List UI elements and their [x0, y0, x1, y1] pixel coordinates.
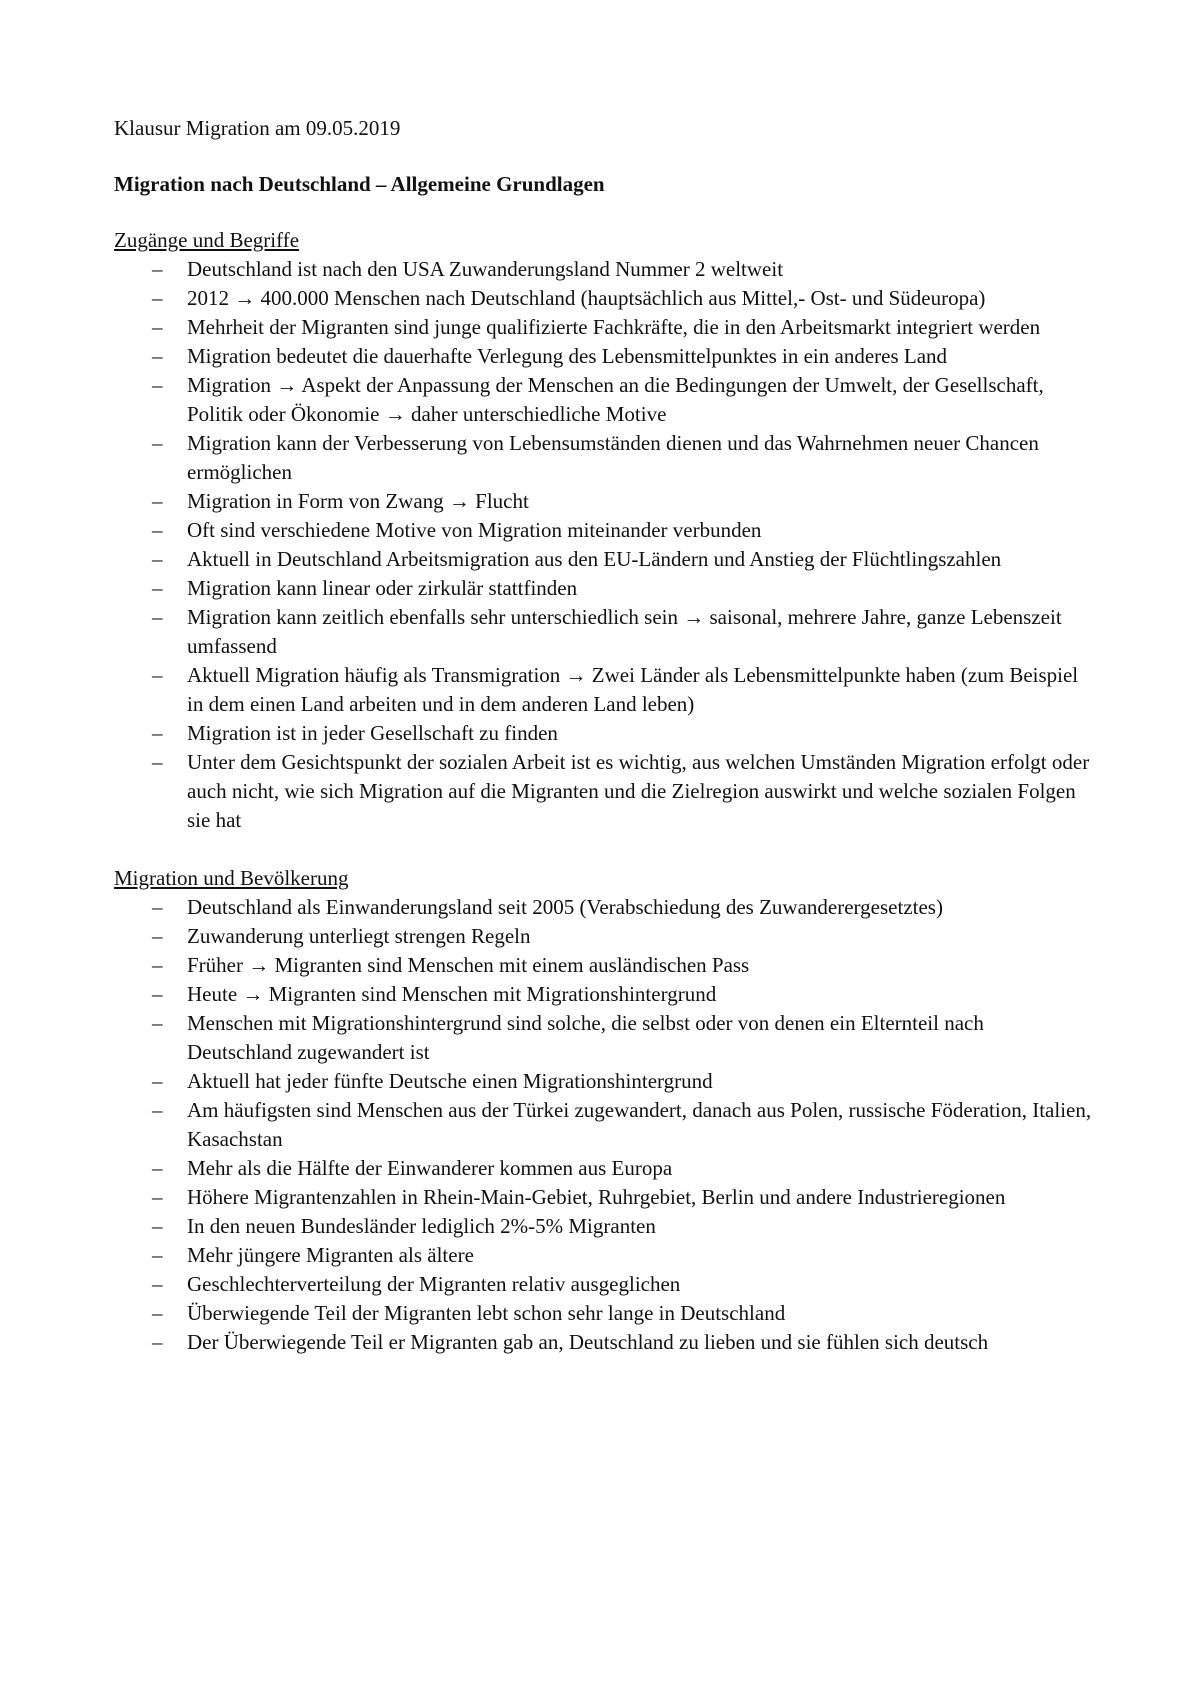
- section-migration-und-bevoelkerung: [114, 864, 1094, 1357]
- bullet-dash: –: [152, 895, 163, 919]
- bullet-dash: –: [152, 953, 163, 977]
- list-item-text: Mehr jüngere Migranten als ältere: [187, 1243, 474, 1267]
- list-item: [114, 574, 1094, 603]
- bullet-dash: –: [152, 1011, 163, 1035]
- bullet-dash: –: [152, 431, 163, 455]
- bullet-dash: –: [152, 257, 163, 281]
- list-item: [114, 516, 1094, 545]
- list-item: [114, 951, 1094, 980]
- exam-header-line: Klausur Migration am 09.05.2019: [114, 116, 401, 140]
- list-item-text: In den neuen Bundesländer lediglich 2%-5% Migranten: [187, 1214, 656, 1238]
- list-item-text: Aktuell in Deutschland Arbeitsmigration aus den EU-Ländern und Anstieg der Flüchtlingszahlen: [187, 547, 1002, 571]
- list-item: [114, 1154, 1094, 1183]
- bullet-dash: –: [152, 1214, 163, 1238]
- bullet-dash: –: [152, 1069, 163, 1093]
- bullet-dash: –: [152, 1156, 163, 1180]
- section-heading: Zugänge und Begriffe: [114, 228, 300, 252]
- list-item-text: Am häufigsten sind Menschen aus der Türkei zugewandert, danach aus Polen, russische Föderation, Italien, Kasachstan: [187, 1098, 1092, 1151]
- list-item: [114, 1328, 1094, 1357]
- list-item-text: Höhere Migrantenzahlen in Rhein-Main-Gebiet, Ruhrgebiet, Berlin und andere Industrieregionen: [187, 1185, 1006, 1209]
- bullet-dash: –: [152, 750, 163, 774]
- list-item-text: Unter dem Gesichtspunkt der sozialen Arbeit ist es wichtig, aus welchen Umständen Migration erfolgt oder auch nicht, wie sich Migration auf die Migranten und die Zielregion auswirkt und welche sozialen Folgen sie hat: [187, 750, 1090, 832]
- list-item: [114, 719, 1094, 748]
- list-item-text: Menschen mit Migrationshintergrund sind solche, die selbst oder von denen ein Elternteil nach Deutschland zugewandert ist: [187, 1011, 984, 1064]
- list-item: [114, 922, 1094, 951]
- list-item-text: Migration bedeutet die dauerhafte Verlegung des Lebensmittelpunktes in ein anderes Land: [187, 344, 948, 368]
- document-title: Migration nach Deutschland – Allgemeine Grundlagen: [114, 172, 605, 196]
- bullet-dash: –: [152, 286, 163, 310]
- list-item: [114, 661, 1094, 719]
- list-item-text: Der Überwiegende Teil er Migranten gab an, Deutschland zu lieben und sie fühlen sich deutsch: [187, 1330, 989, 1354]
- list-item: [114, 342, 1094, 371]
- bullet-dash: –: [152, 1272, 163, 1296]
- list-item-text: Überwiegende Teil der Migranten lebt schon sehr lange in Deutschland: [187, 1301, 786, 1325]
- list-item: [114, 748, 1094, 835]
- bullet-dash: –: [152, 489, 163, 513]
- bullet-dash: –: [152, 373, 163, 397]
- list-item: [114, 1241, 1094, 1270]
- bullet-dash: –: [152, 1243, 163, 1267]
- list-item-text: Deutschland als Einwanderungsland seit 2005 (Verabschiedung des Zuwanderergesetztes): [187, 895, 943, 919]
- list-item-text: Heute → Migranten sind Menschen mit Migrationshintergrund: [187, 982, 717, 1006]
- list-item-text: Deutschland ist nach den USA Zuwanderungsland Nummer 2 weltweit: [187, 257, 784, 281]
- list-item-text: Migration kann der Verbesserung von Lebensumständen dienen und das Wahrnehmen neuer Chancen ermöglichen: [187, 431, 1039, 484]
- bullet-dash: –: [152, 1330, 163, 1354]
- list-item-text: Migration → Aspekt der Anpassung der Menschen an die Bedingungen der Umwelt, der Gesellschaft, Politik oder Ökonomie → daher unterschiedliche Motive: [187, 373, 1044, 426]
- list-item: [114, 545, 1094, 574]
- list-item: [114, 371, 1094, 429]
- bullet-dash: –: [152, 924, 163, 948]
- list-item: [114, 313, 1094, 342]
- bullet-dash: –: [152, 547, 163, 571]
- bullet-dash: –: [152, 1301, 163, 1325]
- list-item-text: Migration kann linear oder zirkulär stattfinden: [187, 576, 578, 600]
- list-item-text: Aktuell hat jeder fünfte Deutsche einen Migrationshintergrund: [187, 1069, 713, 1093]
- bullet-list: [114, 255, 1094, 835]
- list-item: [114, 1067, 1094, 1096]
- list-item-text: Früher → Migranten sind Menschen mit einem ausländischen Pass: [187, 953, 750, 977]
- bullet-dash: –: [152, 315, 163, 339]
- section-zugaenge-und-begriffe: [114, 226, 1094, 835]
- list-item: [114, 603, 1094, 661]
- list-item-text: 2012 → 400.000 Menschen nach Deutschland (hauptsächlich aus Mittel,- Ost- und Südeuropa): [187, 286, 986, 310]
- list-item-text: Zuwanderung unterliegt strengen Regeln: [187, 924, 531, 948]
- list-item-text: Mehrheit der Migranten sind junge qualifizierte Fachkräfte, die in den Arbeitsmarkt integriert werden: [187, 315, 1041, 339]
- list-item: [114, 1299, 1094, 1328]
- list-item: [114, 893, 1094, 922]
- bullet-dash: –: [152, 518, 163, 542]
- list-item: [114, 1212, 1094, 1241]
- list-item-text: Migration ist in jeder Gesellschaft zu finden: [187, 721, 558, 745]
- list-item: [114, 255, 1094, 284]
- bullet-dash: –: [152, 576, 163, 600]
- list-item: [114, 980, 1094, 1009]
- bullet-dash: –: [152, 1098, 163, 1122]
- list-item: [114, 1183, 1094, 1212]
- bullet-list: [114, 893, 1094, 1357]
- list-item: [114, 429, 1094, 487]
- section-heading: Migration und Bevölkerung: [114, 866, 349, 890]
- list-item-text: Mehr als die Hälfte der Einwanderer kommen aus Europa: [187, 1156, 673, 1180]
- list-item-text: Oft sind verschiedene Motive von Migration miteinander verbunden: [187, 518, 762, 542]
- list-item: [114, 284, 1094, 313]
- list-item: [114, 1096, 1094, 1154]
- bullet-dash: –: [152, 663, 163, 687]
- list-item-text: Migration in Form von Zwang → Flucht: [187, 489, 529, 513]
- list-item: [114, 1270, 1094, 1299]
- list-item-text: Aktuell Migration häufig als Transmigration → Zwei Länder als Lebensmittelpunkte haben (zum Beispiel in dem einen Land arbeiten und in dem anderen Land leben): [187, 663, 1079, 716]
- list-item: [114, 1009, 1094, 1067]
- bullet-dash: –: [152, 721, 163, 745]
- document-body: [114, 114, 1094, 1357]
- bullet-dash: –: [152, 344, 163, 368]
- list-item-text: Migration kann zeitlich ebenfalls sehr unterschiedlich sein → saisonal, mehrere Jahre, ganze Lebenszeit umfassend: [187, 605, 1062, 658]
- list-item-text: Geschlechterverteilung der Migranten relativ ausgeglichen: [187, 1272, 681, 1296]
- list-item: [114, 487, 1094, 516]
- bullet-dash: –: [152, 982, 163, 1006]
- bullet-dash: –: [152, 1185, 163, 1209]
- bullet-dash: –: [152, 605, 163, 629]
